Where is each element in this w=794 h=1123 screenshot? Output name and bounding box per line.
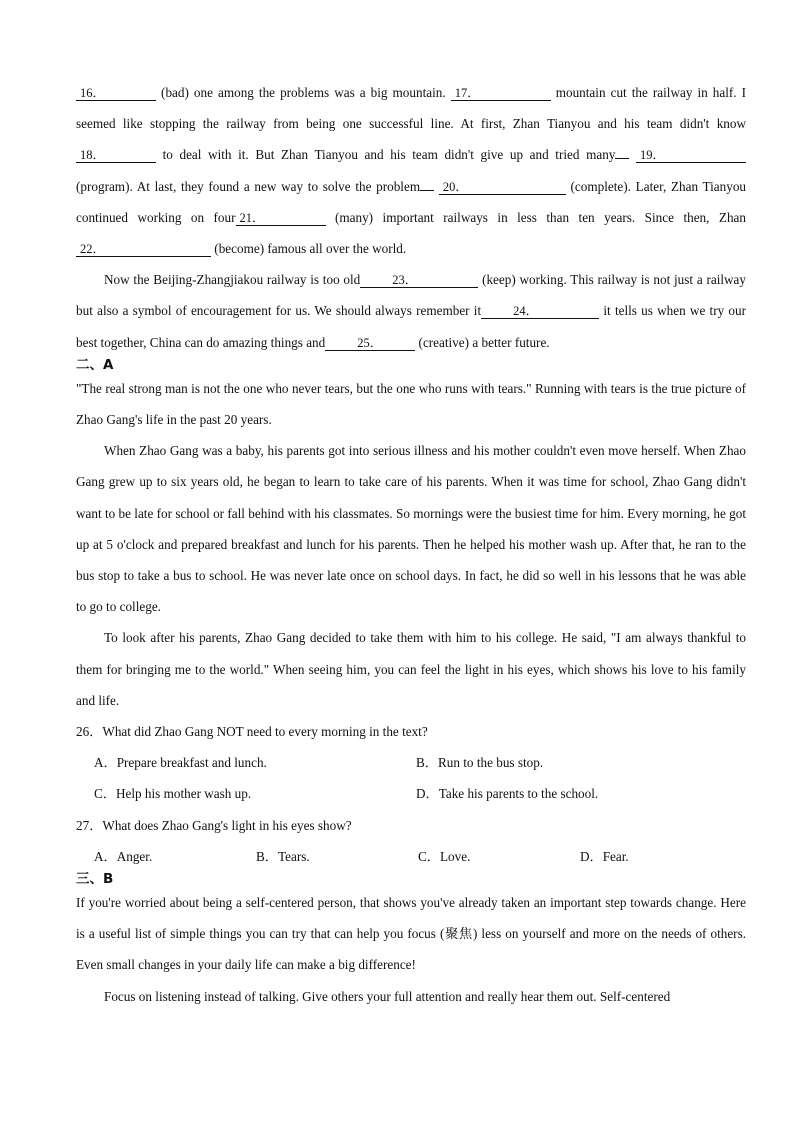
text-segment: to deal with it. But Zhan Tianyou and his team didn't give up and tried many bbox=[162, 147, 616, 163]
section-heading-b: 三、B bbox=[76, 871, 114, 888]
option-27-d[interactable]: D．Fear. bbox=[580, 848, 629, 864]
passage-a-paragraph-1: "The real strong man is not the one who never tears, but the one who runs with tears." Running with tears is the true picture of Zhao Gang's life in the past 20 years. bbox=[76, 380, 746, 428]
text-segment: (keep) working. This railway is not just bbox=[482, 272, 694, 288]
blank-21[interactable]: 21． bbox=[236, 211, 326, 226]
text-segment: world. bbox=[372, 241, 407, 257]
blank-16[interactable]: 16． bbox=[76, 86, 156, 101]
text-segment: mountain cut the railway in bbox=[555, 85, 708, 100]
question-26-options-row-1 bbox=[76, 747, 746, 778]
passage-a-paragraph-2: When Zhao Gang was a baby, his parents got into serious illness and his mother couldn't even move herself. When Zhao Gang grew up to six years old, he began to learn to take care of his parents. When it was time for school, Zhao Gang didn't want to be late for school or fall behind with his classmates. So mornings were the busiest time for him. Every morning, he got up at 5 o'clock and prepared breakfast and lunch for his parents. Then he helped his mother wash up. After that, he ran to the bus stop to take a bus to school. He was never late once on school days. In fact, he did so well in his lessons that he was able to go to college. bbox=[76, 443, 746, 615]
option-27-a[interactable]: A．Anger. bbox=[94, 848, 153, 864]
passage-a-paragraph-3: To look after his parents, Zhao Gang decided to take them with him to his college. He said, "I am always thankful to them for bringing me to the world." When seeing him, you can feel the light in his eyes, which shows his love to his family and life. bbox=[76, 630, 746, 708]
section-heading-a: 二、A bbox=[76, 356, 114, 373]
question-27: 27．What does Zhao Gang's light in his eyes show? bbox=[76, 817, 352, 833]
question-27-options bbox=[76, 841, 746, 872]
option-26-c[interactable]: C．Help his mother wash up. bbox=[94, 786, 252, 802]
blank-22[interactable]: 22． bbox=[76, 242, 211, 257]
question-26: 26．What did Zhao Gang NOT need to every morning in the text? bbox=[76, 724, 428, 740]
text-segment: us when we try our best together, China can do amazing things and bbox=[76, 303, 747, 350]
worksheet-page bbox=[76, 77, 746, 1012]
blank-23[interactable]: 23． bbox=[360, 273, 478, 288]
question-26-options-row-2 bbox=[76, 778, 746, 809]
option-27-c[interactable]: C．Love. bbox=[418, 848, 471, 864]
option-27-b[interactable]: B．Tears. bbox=[256, 848, 310, 864]
blank-lead bbox=[420, 178, 434, 191]
text-segment: (complete). Later, Zhan Tianyou continued working on four bbox=[76, 178, 747, 225]
blank-19[interactable]: 19． bbox=[636, 148, 746, 163]
text-segment: Now the Beijing-Zhangjiakou railway is too old bbox=[104, 272, 361, 288]
blank-17[interactable]: 17． bbox=[451, 86, 551, 101]
text-segment: (many) bbox=[334, 209, 374, 225]
blank-lead bbox=[615, 146, 629, 159]
blank-18[interactable]: 18． bbox=[76, 148, 156, 163]
blank-24[interactable]: 24． bbox=[481, 304, 599, 319]
cloze-paragraph-1 bbox=[76, 77, 746, 264]
text-segment: a railway but also a symbol of encouragement for us. We should always remember it bbox=[76, 272, 747, 319]
text-segment: important railways in less than ten years. Since then, Zhan bbox=[382, 209, 747, 225]
blank-25[interactable]: 25． bbox=[325, 336, 415, 351]
passage-b-paragraph-2: Focus on listening instead of talking. Give others your full attention and really hear them out. Self-centered bbox=[104, 988, 671, 1004]
option-26-a[interactable]: A．Prepare breakfast and lunch. bbox=[94, 755, 267, 771]
option-26-b[interactable]: B．Run to the bus stop. bbox=[416, 755, 544, 771]
text-segment: (program). At last, they found a new way to solve the problem bbox=[76, 178, 421, 194]
cloze-paragraph-2 bbox=[76, 264, 746, 358]
text-segment: (creative) a better future. bbox=[418, 334, 550, 350]
text-segment: (become) famous all over the bbox=[214, 241, 369, 257]
passage-b-paragraph-1: If you're worried about being a self-centered person, that shows you've already taken an important step towards change. Here is a useful list of simple things you can try that can help you focus (聚焦) less on yourself and more on the needs of others. Even small changes in your daily life can make a big difference! bbox=[76, 895, 746, 973]
option-26-d[interactable]: D．Take his parents to the school. bbox=[416, 786, 599, 802]
text-segment: it tells bbox=[603, 303, 637, 319]
text-segment: know bbox=[716, 116, 746, 132]
text-segment: half. I seemed like stopping the railway from being one successful line. At first, Zhan Tianyou and his team didn't bbox=[76, 85, 747, 132]
text-segment: (bad) one among the problems was a big mountain. bbox=[161, 85, 446, 100]
blank-20[interactable]: 20． bbox=[439, 180, 566, 195]
